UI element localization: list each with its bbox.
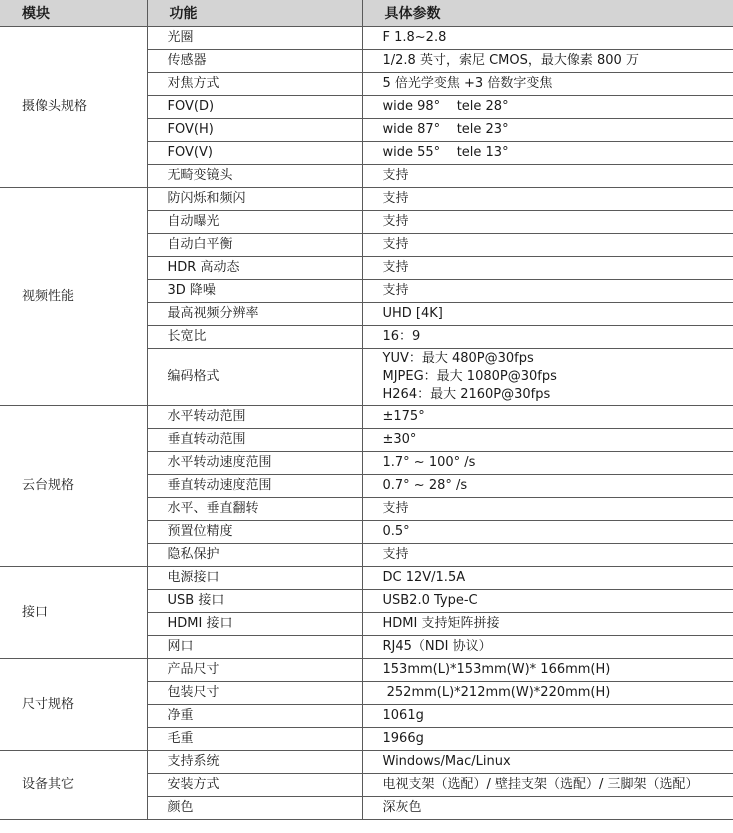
- function-cell: 毛重: [147, 728, 362, 751]
- function-cell: HDR 高动态: [147, 257, 362, 280]
- function-cell: FOV(H): [147, 119, 362, 142]
- value-cell: 支持: [362, 544, 733, 567]
- table-row: [0, 188, 733, 211]
- module-cell: 接口: [0, 567, 147, 659]
- header-row: [0, 0, 733, 27]
- function-cell: 防闪烁和频闪: [147, 188, 362, 211]
- encoding-line: YUV：最大 480P@30fps: [382, 351, 534, 366]
- value-cell: USB2.0 Type-C: [362, 590, 733, 613]
- function-cell: 自动白平衡: [147, 234, 362, 257]
- header-params: 具体参数: [362, 0, 733, 27]
- function-cell: 垂直转动速度范围: [147, 475, 362, 498]
- module-cell: 云台规格: [0, 406, 147, 567]
- function-cell: 网口: [147, 636, 362, 659]
- value-cell: 1966g: [362, 728, 733, 751]
- function-cell: FOV(V): [147, 142, 362, 165]
- function-cell: 水平、垂直翻转: [147, 498, 362, 521]
- table-row: [0, 751, 733, 774]
- module-cell: 尺寸规格: [0, 659, 147, 751]
- function-cell: 无畸变镜头: [147, 165, 362, 188]
- value-cell: wide 55° tele 13°: [362, 142, 733, 165]
- value-cell: 支持: [362, 165, 733, 188]
- value-cell: HDMI 支持矩阵拼接: [362, 613, 733, 636]
- function-cell: 光圈: [147, 27, 362, 50]
- function-cell: 对焦方式: [147, 73, 362, 96]
- value-cell: F 1.8~2.8: [362, 27, 733, 50]
- value-cell: 0.5°: [362, 521, 733, 544]
- value-cell: DC 12V/1.5A: [362, 567, 733, 590]
- function-cell: 长宽比: [147, 326, 362, 349]
- value-cell: 1061g: [362, 705, 733, 728]
- module-cell: 视频性能: [0, 188, 147, 406]
- value-cell: ±30°: [362, 429, 733, 452]
- function-cell: 自动曝光: [147, 211, 362, 234]
- value-cell: 5 倍光学变焦 +3 倍数字变焦: [362, 73, 733, 96]
- function-cell: 安装方式: [147, 774, 362, 797]
- function-cell: 净重: [147, 705, 362, 728]
- function-cell: 水平转动范围: [147, 406, 362, 429]
- function-cell: 垂直转动范围: [147, 429, 362, 452]
- value-cell: Windows/Mac/Linux: [362, 751, 733, 774]
- value-cell: RJ45（NDI 协议）: [362, 636, 733, 659]
- value-cell: 支持: [362, 211, 733, 234]
- function-cell: 电源接口: [147, 567, 362, 590]
- function-cell: 最高视频分辨率: [147, 303, 362, 326]
- function-cell: FOV(D): [147, 96, 362, 119]
- value-cell: ±175°: [362, 406, 733, 429]
- module-cell: 设备其它: [0, 751, 147, 820]
- encoding-line: MJPEG：最大 1080P@30fps: [382, 369, 557, 384]
- value-cell: 支持: [362, 280, 733, 303]
- function-cell: 支持系统: [147, 751, 362, 774]
- value-cell: 1/2.8 英寸，索尼 CMOS，最大像素 800 万: [362, 50, 733, 73]
- module-cell: 摄像头规格: [0, 27, 147, 188]
- value-cell: 1.7° ~ 100° /s: [362, 452, 733, 475]
- function-cell: 水平转动速度范围: [147, 452, 362, 475]
- function-cell: 传感器: [147, 50, 362, 73]
- header-function: 功能: [147, 0, 362, 27]
- function-cell: 编码格式: [147, 349, 362, 406]
- function-cell: 颜色: [147, 797, 362, 820]
- table-row: [0, 406, 733, 429]
- function-cell: 3D 降噪: [147, 280, 362, 303]
- function-cell: HDMI 接口: [147, 613, 362, 636]
- value-cell: 支持: [362, 234, 733, 257]
- value-cell: 252mm(L)*212mm(W)*220mm(H): [362, 682, 733, 705]
- function-cell: 包装尺寸: [147, 682, 362, 705]
- function-cell: 隐私保护: [147, 544, 362, 567]
- table-row: [0, 27, 733, 50]
- value-cell: [362, 349, 733, 406]
- value-cell: 深灰色: [362, 797, 733, 820]
- value-cell: 0.7° ~ 28° /s: [362, 475, 733, 498]
- value-cell: UHD [4K]: [362, 303, 733, 326]
- function-cell: USB 接口: [147, 590, 362, 613]
- value-cell: 支持: [362, 257, 733, 280]
- encoding-line: H264：最大 2160P@30fps: [382, 387, 551, 402]
- function-cell: 预置位精度: [147, 521, 362, 544]
- value-cell: 153mm(L)*153mm(W)* 166mm(H): [362, 659, 733, 682]
- value-cell: 支持: [362, 188, 733, 211]
- value-cell: 16：9: [362, 326, 733, 349]
- value-cell: 支持: [362, 498, 733, 521]
- value-cell: wide 98° tele 28°: [362, 96, 733, 119]
- value-cell: wide 87° tele 23°: [362, 119, 733, 142]
- value-cell: 电视支架（选配）/ 壁挂支架（选配）/ 三脚架（选配）: [362, 774, 733, 797]
- table-row: [0, 659, 733, 682]
- table-row: [0, 567, 733, 590]
- function-cell: 产品尺寸: [147, 659, 362, 682]
- header-module: 模块: [0, 0, 147, 27]
